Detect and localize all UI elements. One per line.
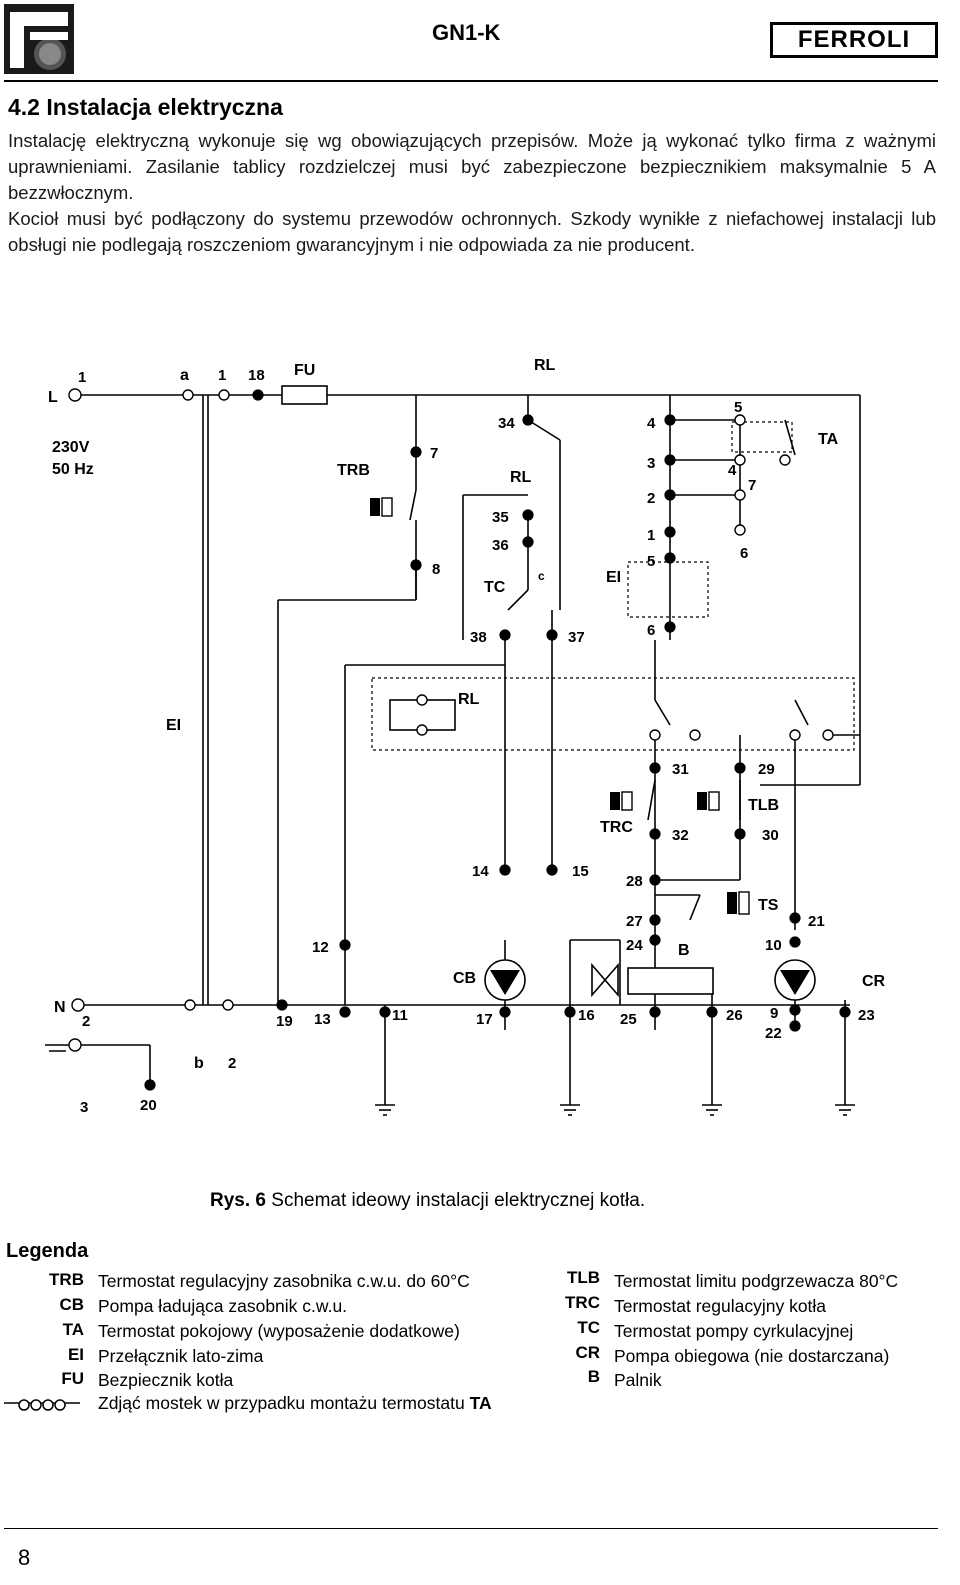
- terminal-label: 18: [248, 367, 265, 384]
- terminal-label: 5: [734, 399, 743, 416]
- terminal-label: 3: [80, 1099, 89, 1116]
- document-code: GN1-K: [432, 20, 501, 45]
- bridge-symbol-icon: [4, 1393, 80, 1418]
- terminal-label: 37: [568, 629, 585, 646]
- terminal-label: 7: [430, 445, 439, 462]
- terminal-label: 2: [647, 490, 656, 507]
- figure-number: Rys. 6: [210, 1190, 266, 1211]
- terminal-label: 13: [314, 1011, 331, 1028]
- terminal-label: 31: [672, 761, 689, 778]
- terminal-label: 14: [472, 863, 489, 880]
- wiring-schematic: [0, 340, 960, 1130]
- legend-key: FU: [61, 1369, 84, 1388]
- intro-paragraph-2: Kocioł musi być podłączony do systemu przewodów ochronnych. Szkody wynikłe z niefachowej instalacji lub obsługi nie podlegają roszczeniom gwarancyjnym i nie odpowiada za nie producent.: [8, 208, 936, 255]
- terminal-label: 20: [140, 1097, 157, 1114]
- terminal-label: 1: [647, 527, 656, 544]
- terminal-label: 9: [770, 1005, 779, 1022]
- terminal-label: 6: [740, 545, 749, 562]
- legend-key: TA: [62, 1320, 84, 1339]
- terminal-label: 34: [498, 415, 515, 432]
- terminal-label: 36: [492, 537, 509, 554]
- figure-caption: [210, 1190, 645, 1212]
- legend-key: B: [587, 1367, 600, 1386]
- label-b: b: [194, 1055, 204, 1072]
- label-TLB: TLB: [748, 797, 780, 814]
- label-a: a: [180, 367, 189, 384]
- legend-desc: Termostat pokojowy (wyposażenie dodatkowe): [98, 1321, 460, 1341]
- legend-desc: Pompa ładująca zasobnik c.w.u.: [98, 1296, 348, 1316]
- terminal-label: 35: [492, 509, 509, 526]
- terminal-label: 11: [392, 1007, 408, 1024]
- terminal-label: 1: [78, 369, 87, 386]
- terminal-label: 2: [228, 1055, 237, 1072]
- label-TRC: TRC: [600, 819, 633, 836]
- brand-name: FERROLI: [797, 26, 911, 53]
- footer-divider: [4, 1528, 938, 1529]
- legend-desc: Termostat regulacyjny zasobnika c.w.u. do 60°C: [98, 1271, 470, 1291]
- label-TC: TC: [484, 579, 506, 596]
- legend-desc: Przełącznik lato-zima: [98, 1346, 264, 1366]
- intro-text: [8, 128, 936, 258]
- label-CB: CB: [453, 970, 477, 987]
- brand-logo: [770, 22, 938, 58]
- terminal-label: 5: [647, 553, 656, 570]
- terminal-label: 4: [647, 415, 656, 432]
- label-EI-left: EI: [166, 717, 182, 734]
- terminal-label: 7: [748, 477, 757, 494]
- label-N: N: [54, 999, 66, 1016]
- label-supply-frequency: 50 Hz: [52, 461, 94, 478]
- label-B: B: [678, 942, 690, 959]
- label-RL-top: RL: [534, 357, 556, 374]
- label-FU: FU: [294, 362, 316, 379]
- header-divider: [4, 80, 938, 82]
- legend-desc: Bezpiecznik kotła: [98, 1370, 234, 1390]
- terminal-label: 21: [808, 913, 825, 930]
- terminal-label: 2: [82, 1013, 91, 1030]
- terminal-label: 24: [626, 937, 643, 954]
- label-TS: TS: [758, 897, 779, 914]
- terminal-label: 23: [858, 1007, 875, 1024]
- company-monogram-icon: [4, 4, 74, 74]
- label-c: c: [538, 569, 545, 583]
- legend-desc: Pompa obiegowa (nie dostarczana): [614, 1346, 890, 1366]
- terminal-label: 19: [276, 1013, 293, 1030]
- terminal-label: 38: [470, 629, 487, 646]
- bridge-emphasis: TA: [469, 1393, 492, 1413]
- terminal-label: 25: [620, 1011, 637, 1028]
- legend-key: TLB: [566, 1268, 600, 1287]
- legend-desc: Termostat limitu podgrzewacza 80°C: [614, 1271, 899, 1291]
- legend-key: CR: [575, 1343, 600, 1362]
- terminal-label: 4: [728, 462, 737, 479]
- label-supply-voltage: 230V: [52, 439, 90, 456]
- terminal-label: 28: [626, 873, 643, 890]
- label-TRB: TRB: [337, 462, 370, 479]
- legend-desc: Termostat regulacyjny kotła: [614, 1296, 827, 1316]
- label-EI-switch: EI: [606, 569, 622, 586]
- legend-title: Legenda: [6, 1240, 89, 1262]
- legend-key: CB: [59, 1295, 84, 1314]
- page-number: 8: [18, 1545, 31, 1570]
- terminal-label: 26: [726, 1007, 743, 1024]
- terminal-label: 29: [758, 761, 775, 778]
- bridge-text: Zdjąć mostek w przypadku montażu termostatu: [98, 1393, 465, 1413]
- terminal-label: 8: [432, 561, 441, 578]
- section-title: 4.2 Instalacja elektryczna: [8, 94, 283, 120]
- legend-desc-bridge: [98, 1393, 492, 1414]
- terminal-label: 32: [672, 827, 689, 844]
- legend-key: TC: [577, 1318, 600, 1337]
- terminal-label: 6: [647, 622, 656, 639]
- legend-key: TRC: [565, 1293, 600, 1312]
- terminal-label: 3: [647, 455, 656, 472]
- terminal-label: 15: [572, 863, 589, 880]
- terminal-label: 17: [476, 1011, 493, 1028]
- intro-paragraph-1: Instalację elektryczną wykonuje się wg obowiązujących przepisów. Może ją wykonać tylko firma z ważnymi uprawnieniami. Zasilanie tablicy rozdzielczej musi być zabezpieczone bezpiecznikiem maksymalnie 5 A bezzwłocznym.: [8, 130, 936, 203]
- terminal-label: 27: [626, 913, 643, 930]
- legend-key: EI: [67, 1345, 84, 1364]
- terminal-label: 10: [765, 937, 782, 954]
- label-RL-coil: RL: [458, 691, 480, 708]
- legend-key: TRB: [49, 1270, 84, 1289]
- legend-desc: Termostat pompy cyrkulacyjnej: [614, 1321, 854, 1341]
- terminal-label: 16: [578, 1007, 595, 1024]
- label-TA: TA: [818, 431, 839, 448]
- legend-desc: Palnik: [614, 1370, 662, 1390]
- terminal-label: 30: [762, 827, 779, 844]
- label-L: L: [48, 389, 58, 406]
- terminal-label: 1: [218, 367, 227, 384]
- terminal-label: 22: [765, 1025, 782, 1042]
- label-RL-mid: RL: [510, 469, 532, 486]
- label-CR: CR: [862, 973, 886, 990]
- terminal-label: 12: [312, 939, 329, 956]
- figure-title: Schemat ideowy instalacji elektrycznej kotła.: [271, 1190, 646, 1211]
